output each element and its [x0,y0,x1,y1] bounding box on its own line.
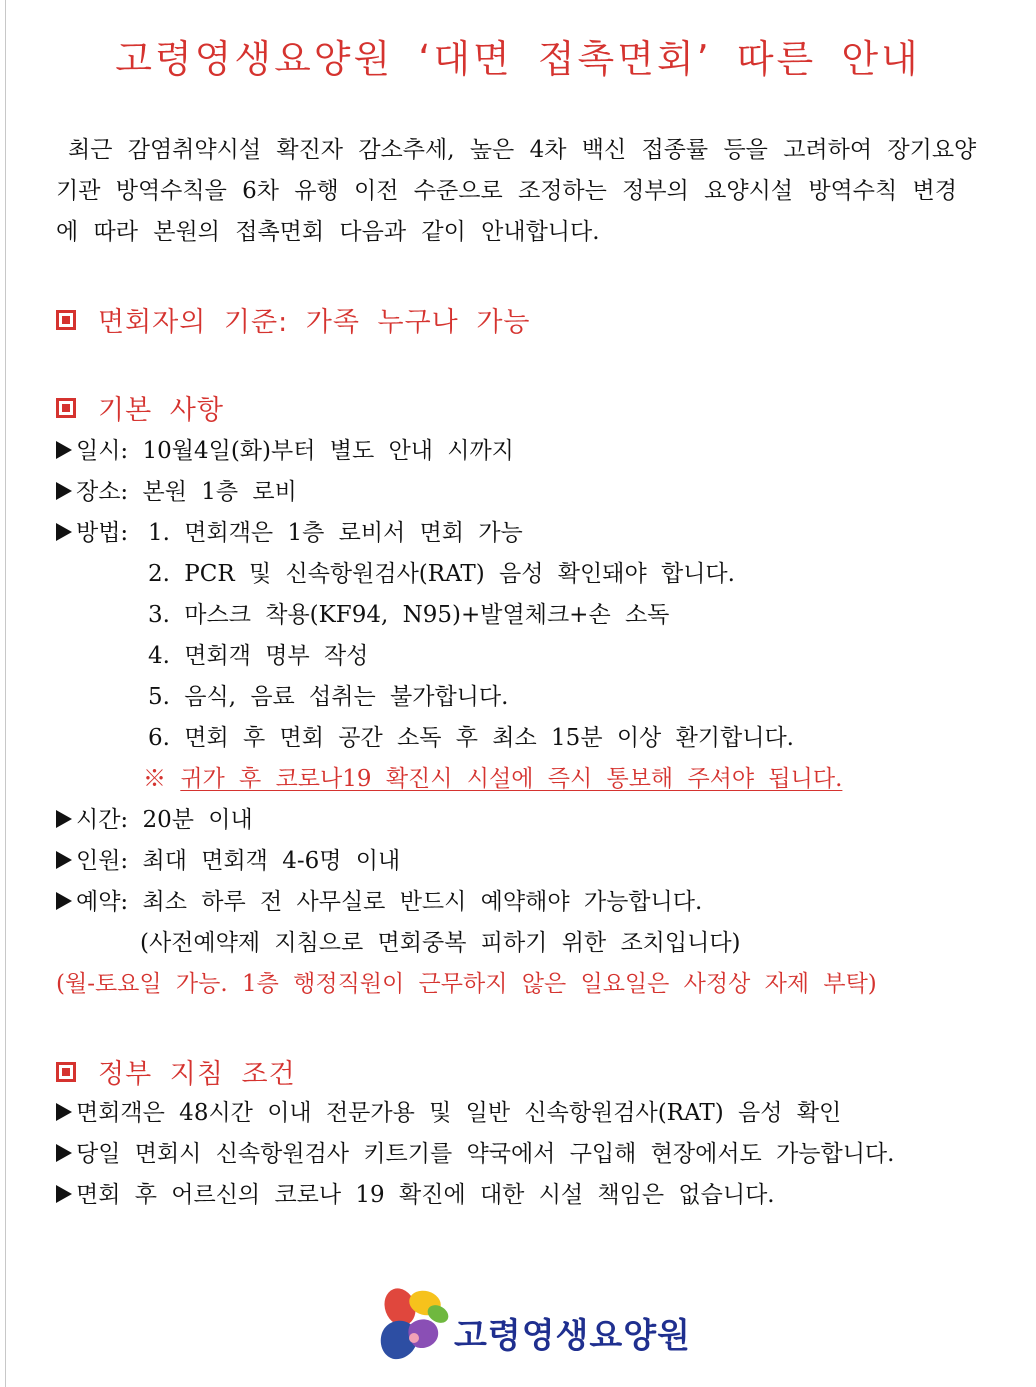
arrow-bullet-icon [56,441,72,459]
facility-logo-text: 고령영생요양원 [454,1315,691,1356]
basics-time-label: 시간: [76,807,129,833]
basics-place-row [56,477,297,507]
method-warning-note [143,764,842,794]
arrow-bullet-icon [56,1185,72,1203]
section-heading-government [56,1052,296,1091]
square-bullet-icon [56,1062,76,1082]
basics-date-text: 10월4일(화)부터 별도 안내 시까지 [142,438,514,464]
basics-place-label: 장소: [76,479,129,505]
government-item-3-text: 면회 후 어르신의 코로나 19 확진에 대한 시설 책임은 없습니다. [76,1182,775,1208]
section-heading-visitor [56,300,531,339]
arrow-bullet-icon [56,523,72,541]
section-heading-basics-text: 기본 사항 [98,395,224,426]
basics-time-row [56,805,253,835]
method-item-6: 6. 면회 후 면회 공간 소독 후 최소 15분 이상 환기합니다. [148,725,794,751]
basics-date-row [56,436,514,466]
reservation-day-note: (월-토요일 가능. 1층 행정직원이 근무하지 않은 일요일은 사정상 자제 부탁) [56,971,877,997]
basics-people-row [56,846,400,876]
square-bullet-icon [56,398,76,418]
arrow-bullet-icon [56,810,72,828]
section-heading-government-text: 정부 지침 조건 [98,1059,296,1090]
arrow-bullet-icon [56,851,72,869]
method-item-5: 5. 음식, 음료 섭취는 불가합니다. [148,684,509,710]
intro-line-3: 에 따라 본원의 접촉면회 다음과 같이 안내합니다. [56,219,600,245]
basics-time-text: 20분 이내 [142,807,253,833]
intro-line-2: 기관 방역수칙을 6차 유행 이전 수준으로 조정하는 정부의 요양시설 방역수칙 변경 [56,178,957,204]
method-item-4: 4. 면회객 명부 작성 [148,643,369,669]
government-item-3 [56,1180,775,1210]
basics-method-row [56,518,128,548]
government-item-1-text: 면회객은 48시간 이내 전문가용 및 일반 신속항원검사(RAT) 음성 확인 [76,1100,842,1126]
section-heading-basics [56,388,224,427]
government-item-2-text: 당일 면회시 신속항원검사 키트기를 약국에서 구입해 현장에서도 가능합니다. [76,1141,895,1167]
basics-reservation-row [56,887,702,917]
basics-reservation-label: 예약: [76,889,129,915]
basics-place-text: 본원 1층 로비 [142,479,297,505]
reference-mark-icon: ※ [143,766,166,792]
arrow-bullet-icon [56,892,72,910]
method-item-2: 2. PCR 및 신속항원검사(RAT) 음성 확인돼야 합니다. [148,561,735,587]
facility-logo-mark-icon [376,1281,456,1367]
basics-people-text: 최대 면회객 4-6명 이내 [142,848,401,874]
basics-people-label: 인원: [76,848,129,874]
arrow-bullet-icon [56,482,72,500]
square-bullet-icon [56,310,76,330]
method-warning-text: 귀가 후 코로나19 확진시 시설에 즉시 통보해 주셔야 됩니다. [180,766,843,792]
government-item-1 [56,1098,841,1128]
section-heading-visitor-text: 면회자의 기준: 가족 누구나 가능 [98,307,531,338]
basics-date-label: 일시: [76,438,129,464]
page-title: 고령영생요양원 ‘대면 접촉면회’ 따른 안내 [115,37,921,81]
method-item-1: 1. 면회객은 1층 로비서 면회 가능 [148,520,523,546]
government-item-2 [56,1139,894,1169]
intro-line-1: 최근 감염취약시설 확진자 감소추세, 높은 4차 백신 접종률 등을 고려하여 장기요양 [68,137,977,163]
arrow-bullet-icon [56,1103,72,1121]
arrow-bullet-icon [56,1144,72,1162]
basics-reservation-text: 최소 하루 전 사무실로 반드시 예약해야 가능합니다. [142,889,703,915]
basics-method-label: 방법: [76,520,129,546]
reservation-sub-note: (사전예약제 지침으로 면회중복 피하기 위한 조치입니다) [140,930,741,956]
page-left-border [5,0,6,1387]
method-item-3: 3. 마스크 착용(KF94, N95)+발열체크+손 소독 [148,602,670,628]
facility-logo [376,1278,706,1370]
intro-paragraph [56,130,1016,253]
